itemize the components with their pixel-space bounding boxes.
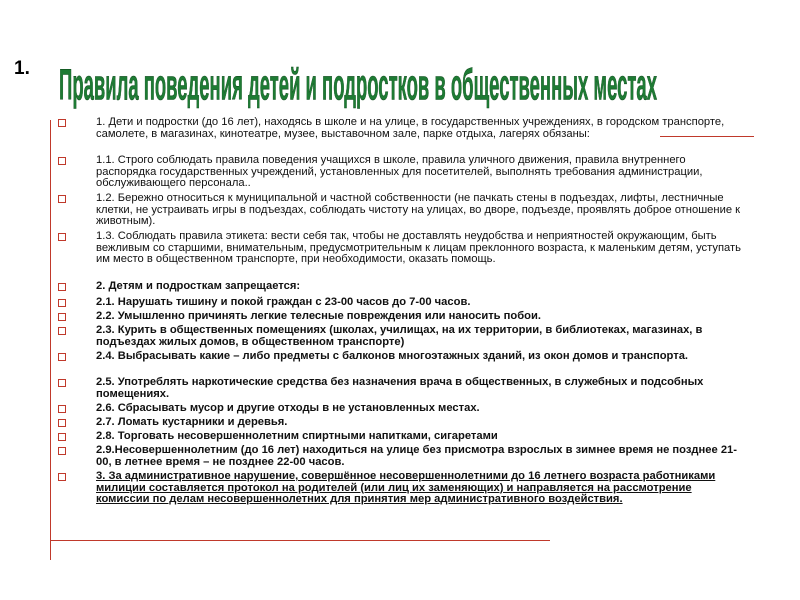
list-item (58, 281, 748, 293)
list-item (58, 297, 748, 309)
list-item (58, 193, 748, 228)
list-item (58, 311, 748, 323)
bullet-icon (58, 283, 66, 291)
bullet-icon (58, 419, 66, 427)
list-item (58, 377, 748, 400)
bullet-icon (58, 299, 66, 307)
list-item (58, 155, 748, 190)
slide-number: 1. (14, 58, 30, 79)
bullet-icon (58, 233, 66, 241)
item-text: 2.2. Умышленно причинять легкие телесные повреждения или наносить побои. (96, 310, 541, 322)
item-text: 2.7. Ломать кустарники и деревья. (96, 416, 288, 428)
item-text: 2.9.Несовершеннолетним (до 16 лет) находиться на улице без присмотра взрослых в зимнее время не позднее 21-00, в летнее время – не позднее 22-00 часов. (96, 444, 737, 468)
list-item (58, 117, 748, 140)
list-item (58, 417, 748, 429)
item-text: 2.5. Употреблять наркотические средства без назначения врача в общественных, в служебных и подсобных помещениях. (96, 376, 704, 400)
list-item (58, 445, 748, 468)
item-text: 2.1. Нарушать тишину и покой граждан с 23-00 часов до 7-00 часов. (96, 296, 471, 308)
item-text: 1. Дети и подростки (до 16 лет), находясь в школе и на улице, в государственных учреждениях, в городском транспорте, самолете, в магазинах, кинотеатре, музее, выставочном зале, парке отдыха, лагерях обязаны: (96, 116, 725, 140)
horizontal-rule (50, 540, 550, 541)
vertical-rule (50, 120, 51, 560)
bullet-icon (58, 353, 66, 361)
title-wrap (38, 48, 678, 118)
item-text: 1.3. Соблюдать правила этикета: вести себя так, чтобы не доставлять неудобства и неприятностей окружающим, быть вежливым со старшими, внимательным, предусмотрительным к лицам преклонного возраста, к маленьким детям, уступать им место в общественном транспорте, при необходимости, оказать помощь. (96, 230, 741, 266)
item-text: 2. Детям и подросткам запрещается: (96, 280, 301, 292)
title-graphic (38, 48, 678, 118)
bullet-icon (58, 119, 66, 127)
bullet-icon (58, 433, 66, 441)
item-text: 1.1. Строго соблюдать правила поведения учащихся в школе, правила уличного движения, правила внутреннего распорядка государственных учреждений, установленных для посетителей, выполнять требования администрации, обслуживающего персонала.. (96, 154, 703, 190)
list-item (58, 325, 748, 348)
list-item (58, 471, 748, 506)
list-item (58, 231, 748, 266)
list-item (58, 351, 748, 363)
bullet-icon (58, 313, 66, 321)
item-text: 2.6. Сбрасывать мусор и другие отходы в не установленных местах. (96, 402, 480, 414)
item-text: 1.2. Бережно относиться к муниципальной и частной собственности (не пачкать стены в подъездах, лифты, лестничные клетки, не устраивать игры в подъездах, соблюдать чистоту на улицах, во дворе, подъезде, проявлять доброе отношение к животным). (96, 192, 741, 228)
item-text: 2.4. Выбрасывать какие – либо предметы с балконов многоэтажных зданий, из окон домов и транспорта. (96, 350, 689, 362)
bullet-icon (58, 327, 66, 335)
page-title: Правила поведения детей и подростков в общественных местах (59, 61, 657, 110)
bullet-icon (58, 157, 66, 165)
bullet-icon (58, 195, 66, 203)
list-item (58, 431, 748, 443)
item-text: 2.8. Торговать несовершеннолетним спиртными напитками, сигаретами (96, 430, 498, 442)
item-text: 2.3. Курить в общественных помещениях (школах, училищах, на их территории, в библиотеках, магазинах, в подъездах жилых домов, в общественном транспорте) (96, 324, 703, 348)
bullet-icon (58, 405, 66, 413)
list-item (58, 403, 748, 415)
bullet-icon (58, 379, 66, 387)
item-text: 3. За административное нарушение, совершённое несовершеннолетними до 16 летнего возраста работниками милиции составляется протокол на родителей (или лиц их заменяющих) и направляется на рассмотрение комиссии по делам несовершеннолетних для принятия мер административного воздействия. (96, 470, 716, 506)
bullet-icon (58, 473, 66, 481)
bullet-icon (58, 447, 66, 455)
